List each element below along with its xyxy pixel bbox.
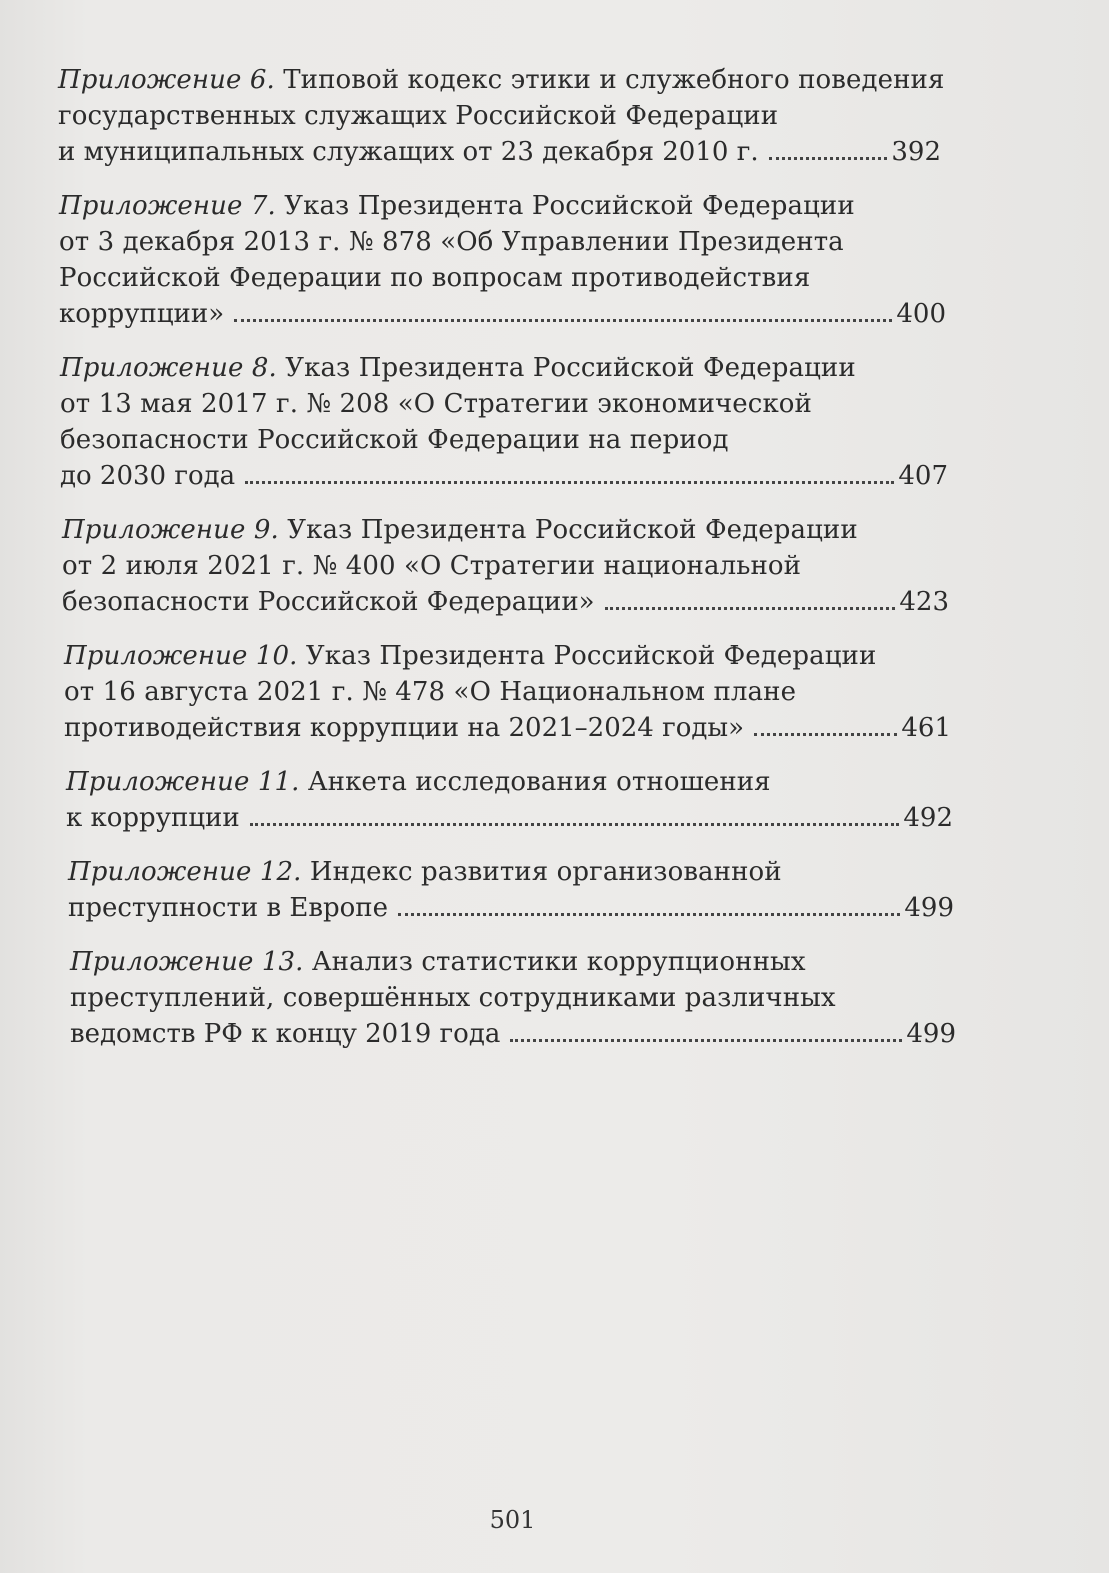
appendix-label: Приложение 12. [68,857,302,887]
dot-leader [754,733,897,736]
page-reference: 499 [906,1019,956,1049]
entry-title-text: противодействия коррупции на 2021–2024 годы» [64,713,744,743]
toc-entry-line [60,350,958,386]
toc-entry-appendix-7[interactable] [59,188,958,332]
toc-entry-last-line [62,584,949,620]
dot-leader [605,607,896,610]
toc-entry-line: преступлений, совершённых сотрудниками различных [70,983,836,1013]
toc-entry-appendix-13[interactable] [70,944,958,1052]
toc-entry-line [68,854,958,890]
appendix-label: Приложение 10. [64,641,298,671]
entry-title-text: преступности в Европе [68,893,388,923]
appendix-label: Приложение 11. [66,767,300,797]
toc-entry-line: от 2 июля 2021 г. № 400 «О Стратегии национальной [62,551,802,581]
appendix-label: Приложение 6. [58,65,275,95]
dot-leader [250,823,900,826]
page-reference: 492 [903,803,953,833]
dot-leader [234,319,892,322]
page-reference: 461 [901,713,951,743]
toc-entry-appendix-11[interactable] [66,764,958,836]
toc-entry-last-line [64,710,951,746]
toc-entry-line [66,764,958,800]
page-number: 501 [489,1506,536,1534]
toc-entry-last-line [60,458,948,494]
toc-entry-line: от 13 мая 2017 г. № 208 «О Стратегии экономической [60,389,812,419]
dot-leader [398,913,900,916]
toc-entry-line: от 3 декабря 2013 г. № 878 «Об Управлении Президента [59,227,844,257]
entry-title-text: Указ Президента Российской Федерации [305,641,877,671]
entry-title-text: Индекс развития организованной [309,857,782,887]
entry-title-text: коррупции» [59,299,225,329]
toc-entry-appendix-6[interactable] [58,62,958,170]
entry-title-text: к коррупции [66,803,240,833]
entry-title-text: Указ Президента Российской Федерации [287,515,858,545]
dot-leader [769,157,888,160]
dot-leader [245,481,894,484]
toc-entry-line [62,512,958,548]
page-reference: 400 [896,299,946,329]
toc-entry-line [58,62,958,98]
toc-entry-last-line [66,800,953,836]
toc-entry-appendix-12[interactable] [68,854,958,926]
appendix-label: Приложение 9. [62,515,279,545]
table-of-contents [58,62,958,1070]
entry-title-text: Типовой кодекс этики и служебного поведения [283,65,945,95]
entry-title-text: до 2030 года [60,461,236,491]
toc-entry-line [59,188,958,224]
entry-title-text: Анализ статистики коррупционных [311,947,806,977]
page-reference: 499 [904,893,954,923]
appendix-label: Приложение 7. [59,191,276,221]
toc-entry-appendix-9[interactable] [62,512,958,620]
toc-entry-line: от 16 августа 2021 г. № 478 «О Национальном плане [64,677,797,707]
entry-title-text: ведомств РФ к концу 2019 года [70,1019,501,1049]
appendix-label: Приложение 8. [60,353,277,383]
dot-leader [510,1039,902,1042]
page-reference: 392 [891,137,941,167]
toc-entry-appendix-8[interactable] [60,350,958,494]
entry-title-text: Анкета исследования отношения [307,767,771,797]
page-reference: 423 [899,587,949,617]
appendix-label: Приложение 13. [70,947,304,977]
toc-entry-line [64,638,958,674]
toc-entry-line: безопасности Российской Федерации на период [60,425,729,455]
toc-entry-line: государственных служащих Российской Федерации [58,101,779,131]
page-reference: 407 [898,461,948,491]
entry-title-text: Указ Президента Российской Федерации [285,353,856,383]
toc-entry-line [70,944,958,980]
toc-entry-last-line [58,134,941,170]
entry-title-text: Указ Президента Российской Федерации [284,191,855,221]
toc-entry-last-line [59,296,946,332]
toc-entry-line: Российской Федерации по вопросам противодействия [59,263,811,293]
toc-entry-appendix-10[interactable] [64,638,958,746]
entry-title-text: безопасности Российской Федерации» [62,587,595,617]
toc-entry-last-line [70,1016,956,1052]
entry-title-text: и муниципальных служащих от 23 декабря 2010 г. [58,137,759,167]
toc-entry-last-line [68,890,954,926]
